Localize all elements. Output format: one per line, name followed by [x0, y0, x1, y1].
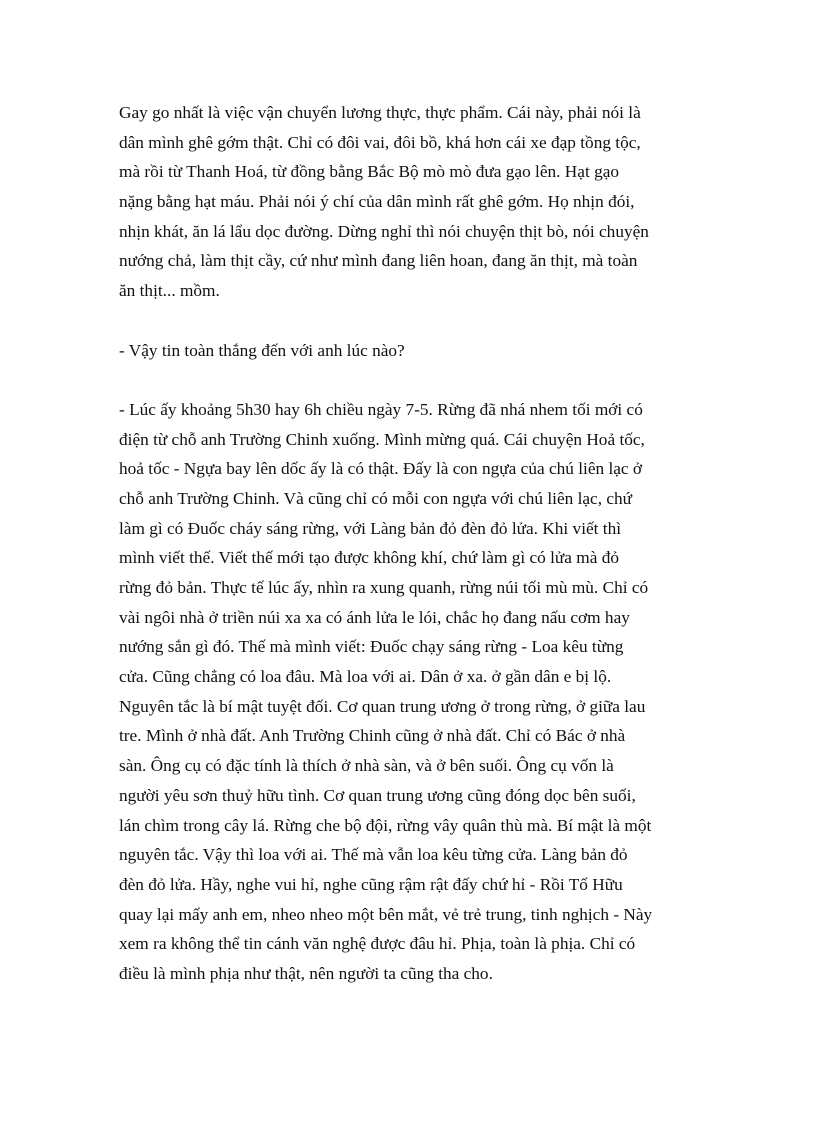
text-line: điều là mình phịa như thật, nên người ta cũng tha cho. [119, 963, 493, 983]
text-line: mà rồi từ Thanh Hoá, từ đồng bằng Bắc Bộ mò mò đưa gạo lên. Hạt gạo [119, 162, 620, 182]
text-line: đèn đỏ lửa. Hầy, nghe vui hỉ, nghe cũng rậm rật đấy chứ hỉ - Rồi Tố Hữu [119, 874, 623, 894]
text-line: hoả tốc - Ngựa bay lên dốc ấy là có thật. Đấy là con ngựa của chú liên lạc ở [119, 459, 643, 479]
text-line: cửa. Cũng chẳng có loa đâu. Mà loa với ai. Dân ở xa. ở gần dân e bị lộ. [119, 667, 612, 687]
text-line: ăn thịt... mồm. [119, 281, 220, 301]
text-line: nhịn khát, ăn lá lẩu dọc đường. Dừng nghỉ thì nói chuyện thịt bò, nói chuyện [119, 221, 649, 241]
text-line: nướng sắn gì đó. Thế mà mình viết: Đuốc chạy sáng rừng - Loa kêu từng [119, 637, 624, 657]
text-line: - Vậy tin toàn thắng đến với anh lúc nào? [119, 340, 405, 360]
text-line: tre. Mình ở nhà đất. Anh Trường Chinh cũng ở nhà đất. Chỉ có Bác ở nhà [119, 726, 626, 746]
paragraph-transport [119, 98, 699, 306]
text-line: vài ngôi nhà ở triền núi xa xa có ánh lửa le lói, chắc họ đang nấu cơm hay [119, 607, 630, 627]
text-line: rừng đỏ bản. Thực tế lúc ấy, nhìn ra xung quanh, rừng núi tối mù mù. Chỉ có [119, 578, 649, 597]
paragraph-spacer [119, 365, 699, 395]
paragraph-spacer [119, 306, 699, 336]
document-page [119, 98, 699, 989]
text-line: nặng bằng hạt máu. Phải nói ý chí của dân mình rất ghê gớm. Họ nhịn đói, [119, 192, 635, 212]
text-line: nướng chả, làm thịt cầy, cứ như mình đang liên hoan, đang ăn thịt, mà toàn [119, 251, 638, 271]
text-line: xem ra không thể tin cánh văn nghệ được đâu hỉ. Phịa, toàn là phịa. Chỉ có [119, 934, 636, 954]
text-line: điện từ chỗ anh Trường Chinh xuống. Mình mừng quá. Cái chuyện Hoả tốc, [119, 429, 645, 449]
text-line: Gay go nhất là việc vận chuyển lương thực, thực phẩm. Cái này, phải nói là [119, 103, 641, 122]
text-line: quay lại mấy anh em, nheo nheo một bên mắt, vẻ trẻ trung, tinh nghịch - Này [119, 904, 653, 924]
interview-answer [119, 395, 699, 989]
text-line: làm gì có Đuốc cháy sáng rừng, với Làng bản đỏ đèn đỏ lửa. Khi viết thì [119, 518, 622, 538]
text-line: mình viết thế. Viết thế mới tạo được không khí, chứ làm gì có lửa mà đỏ [119, 548, 619, 568]
interview-question [119, 336, 699, 366]
text-line: dân mình ghê gớm thật. Chỉ có đôi vai, đôi bồ, khá hơn cái xe đạp tồng tộc, [119, 132, 641, 152]
text-line: người yêu sơn thuỷ hữu tình. Cơ quan trung ương cũng đóng dọc bên suối, [119, 785, 636, 805]
text-line: nguyên tắc. Vậy thì loa với ai. Thế mà vẫn loa kêu từng cửa. Làng bản đỏ [119, 845, 628, 865]
text-line: chỗ anh Trường Chinh. Và cũng chỉ có mỗi con ngựa với chú liên lạc, chứ [119, 488, 633, 508]
text-line: sàn. Ông cụ có đặc tính là thích ở nhà sàn, và ở bên suối. Ông cụ vốn là [119, 756, 614, 776]
text-line: - Lúc ấy khoảng 5h30 hay 6h chiều ngày 7-5. Rừng đã nhá nhem tối mới có [119, 399, 643, 419]
text-line: lán chìm trong cây lá. Rừng che bộ đội, rừng vây quân thù mà. Bí mật là một [119, 815, 652, 835]
text-line: Nguyên tắc là bí mật tuyệt đối. Cơ quan trung ương ở trong rừng, ở giữa lau [119, 696, 646, 716]
